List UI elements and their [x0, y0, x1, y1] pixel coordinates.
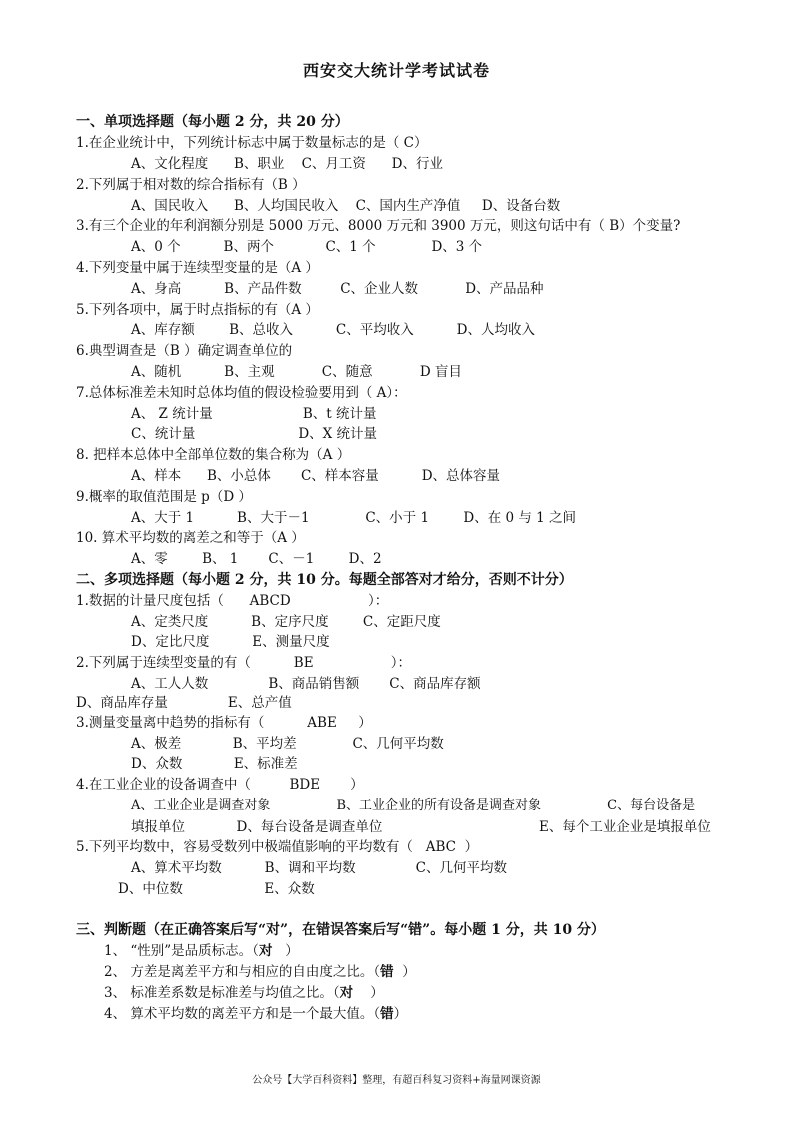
question-options: D、定比尺度 E、测量尺度 — [131, 634, 330, 650]
question-text: 10. 算术平均数的离差之和等于（A ） — [76, 530, 305, 546]
question-text: 5.下列各项中，属于时点指标的有（A ） — [76, 302, 319, 318]
section2-heading: 二、多项选择题（每小题 2 分，共 10 分。每题全部答对才给分，否则不计分） — [76, 572, 573, 588]
question-options: A、库存额 B、总收入 C、平均收入 D、人均收入 — [131, 322, 535, 338]
page-title: 西安交大统计学考试试卷 — [302, 61, 490, 80]
question-options: A、定类尺度 B、定序尺度 C、定距尺度 — [131, 614, 441, 630]
question-text: 7.总体标准差未知时总体均值的假设检验要用到（ A）： — [76, 385, 407, 401]
question-options: A、工人人数 B、商品销售额 C、商品库存额 — [131, 676, 481, 692]
question-text: 4.下列变量中属于连续型变量的是（A ） — [76, 260, 319, 276]
question-options: 填报单位 D、每台设备是调查单位 — [131, 819, 383, 835]
section1-heading: 一、单项选择题（每小题 2 分，共 20 分） — [76, 114, 349, 130]
question-options: A、0 个 B、两个 C、1 个 D、3 个 — [131, 239, 483, 255]
judgment-item — [104, 984, 384, 1002]
judgment-text: 4、 算术平均数的离差平方和是一个最大值。（ — [104, 1006, 381, 1022]
question-options: C、统计量 D、X 统计量 — [131, 426, 378, 442]
question-options: A、国民收入 B、人均国民收入 C、国内生产净值 D、设备台数 — [131, 198, 561, 214]
question-options: A、随机 B、主观 C、随意 D 盲目 — [131, 364, 462, 380]
question-options: D、众数 E、标准差 — [131, 756, 298, 772]
judgment-text: 3、 标准差系数是标准差与均值之比。（ — [104, 985, 340, 1001]
judgment-answer: 错 — [380, 964, 394, 980]
question-options: A、大于 1 B、大于－1 C、小于 1 D、在 0 与 1 之间 — [131, 510, 577, 526]
question-options: A、文化程度 B、职业 C、月工资 D、行业 — [131, 156, 443, 172]
question-text: 9.概率的取值范围是 p（D ） — [76, 489, 252, 505]
judgment-text: 2、 方差是离差平方和与相应的自由度之比。（ — [104, 964, 381, 980]
question-options: D、商品库存量 E、总产值 — [76, 695, 292, 711]
judgment-text: 1、 “性别”是品质标志。（ — [104, 943, 259, 959]
question-text: 6.典型调查是（B ）确定调查单位的 — [76, 343, 293, 359]
question-options: E、每个工业企业是填报单位 — [539, 819, 711, 835]
judgment-tail: ） — [393, 964, 416, 980]
judgment-tail: ） — [353, 985, 384, 1001]
question-text: 1.在企业统计中，下列统计标志中属于数量标志的是（ C） — [76, 135, 428, 151]
question-text: 5.下列平均数中，容易受数列中极端值影响的平均数有（ ABC ） — [76, 839, 479, 855]
judgment-item — [104, 963, 416, 981]
page-footer: 公众号【大学百科资料】整理，有超百科复习资料+海量网课资源 — [252, 1075, 541, 1086]
question-text: 2.下列属于相对数的综合指标有（B ） — [76, 177, 306, 193]
question-options: A、算术平均数 B、调和平均数 C、几何平均数 — [131, 860, 507, 876]
question-text: 2.下列属于连续型变量的有（ BE ）： — [76, 655, 412, 671]
question-options: A、身高 B、产品件数 C、企业人数 D、产品品种 — [131, 281, 544, 297]
judgment-answer: 错 — [380, 1006, 394, 1022]
judgment-item — [104, 942, 299, 960]
question-text: 1.数据的计量尺度包括（ ABCD ）： — [76, 593, 389, 609]
judgment-answer: 对 — [258, 943, 273, 959]
question-options: A、极差 B、平均差 C、几何平均数 — [131, 736, 444, 752]
question-text: 4.在工业企业的设备调查中（ BDE ） — [76, 777, 364, 793]
judgment-item — [104, 1005, 407, 1023]
question-text: 3.测量变量离中趋势的指标有（ ABE ） — [76, 715, 372, 731]
question-options: D、中位数 E、众数 — [118, 881, 315, 897]
section3-heading: 三、判断题（在正确答案后写“对”，在错误答案后写“错”。每小题 1 分，共 10 分） — [76, 922, 605, 938]
question-text: 3.有三个企业的年利润额分别是 5000 万元、8000 万元和 3900 万元，则这句话中有（ B）个变量? — [76, 218, 681, 234]
question-text: 8. 把样本总体中全部单位数的集合称为（A ） — [76, 447, 351, 463]
question-options: A、样本 B、小总体 C、样本容量 D、总体容量 — [131, 468, 501, 484]
judgment-answer: 对 — [339, 985, 354, 1001]
question-options: A、零 B、 1 C、－1 D、2 — [131, 551, 382, 567]
question-options: A、工业企业是调查对象 B、工业企业的所有设备是调查对象 C、每台设备是 — [131, 798, 696, 813]
question-options: A、 Z 统计量 B、t 统计量 — [131, 406, 377, 422]
judgment-tail: ） — [393, 1006, 408, 1022]
judgment-tail: ） — [272, 943, 299, 959]
